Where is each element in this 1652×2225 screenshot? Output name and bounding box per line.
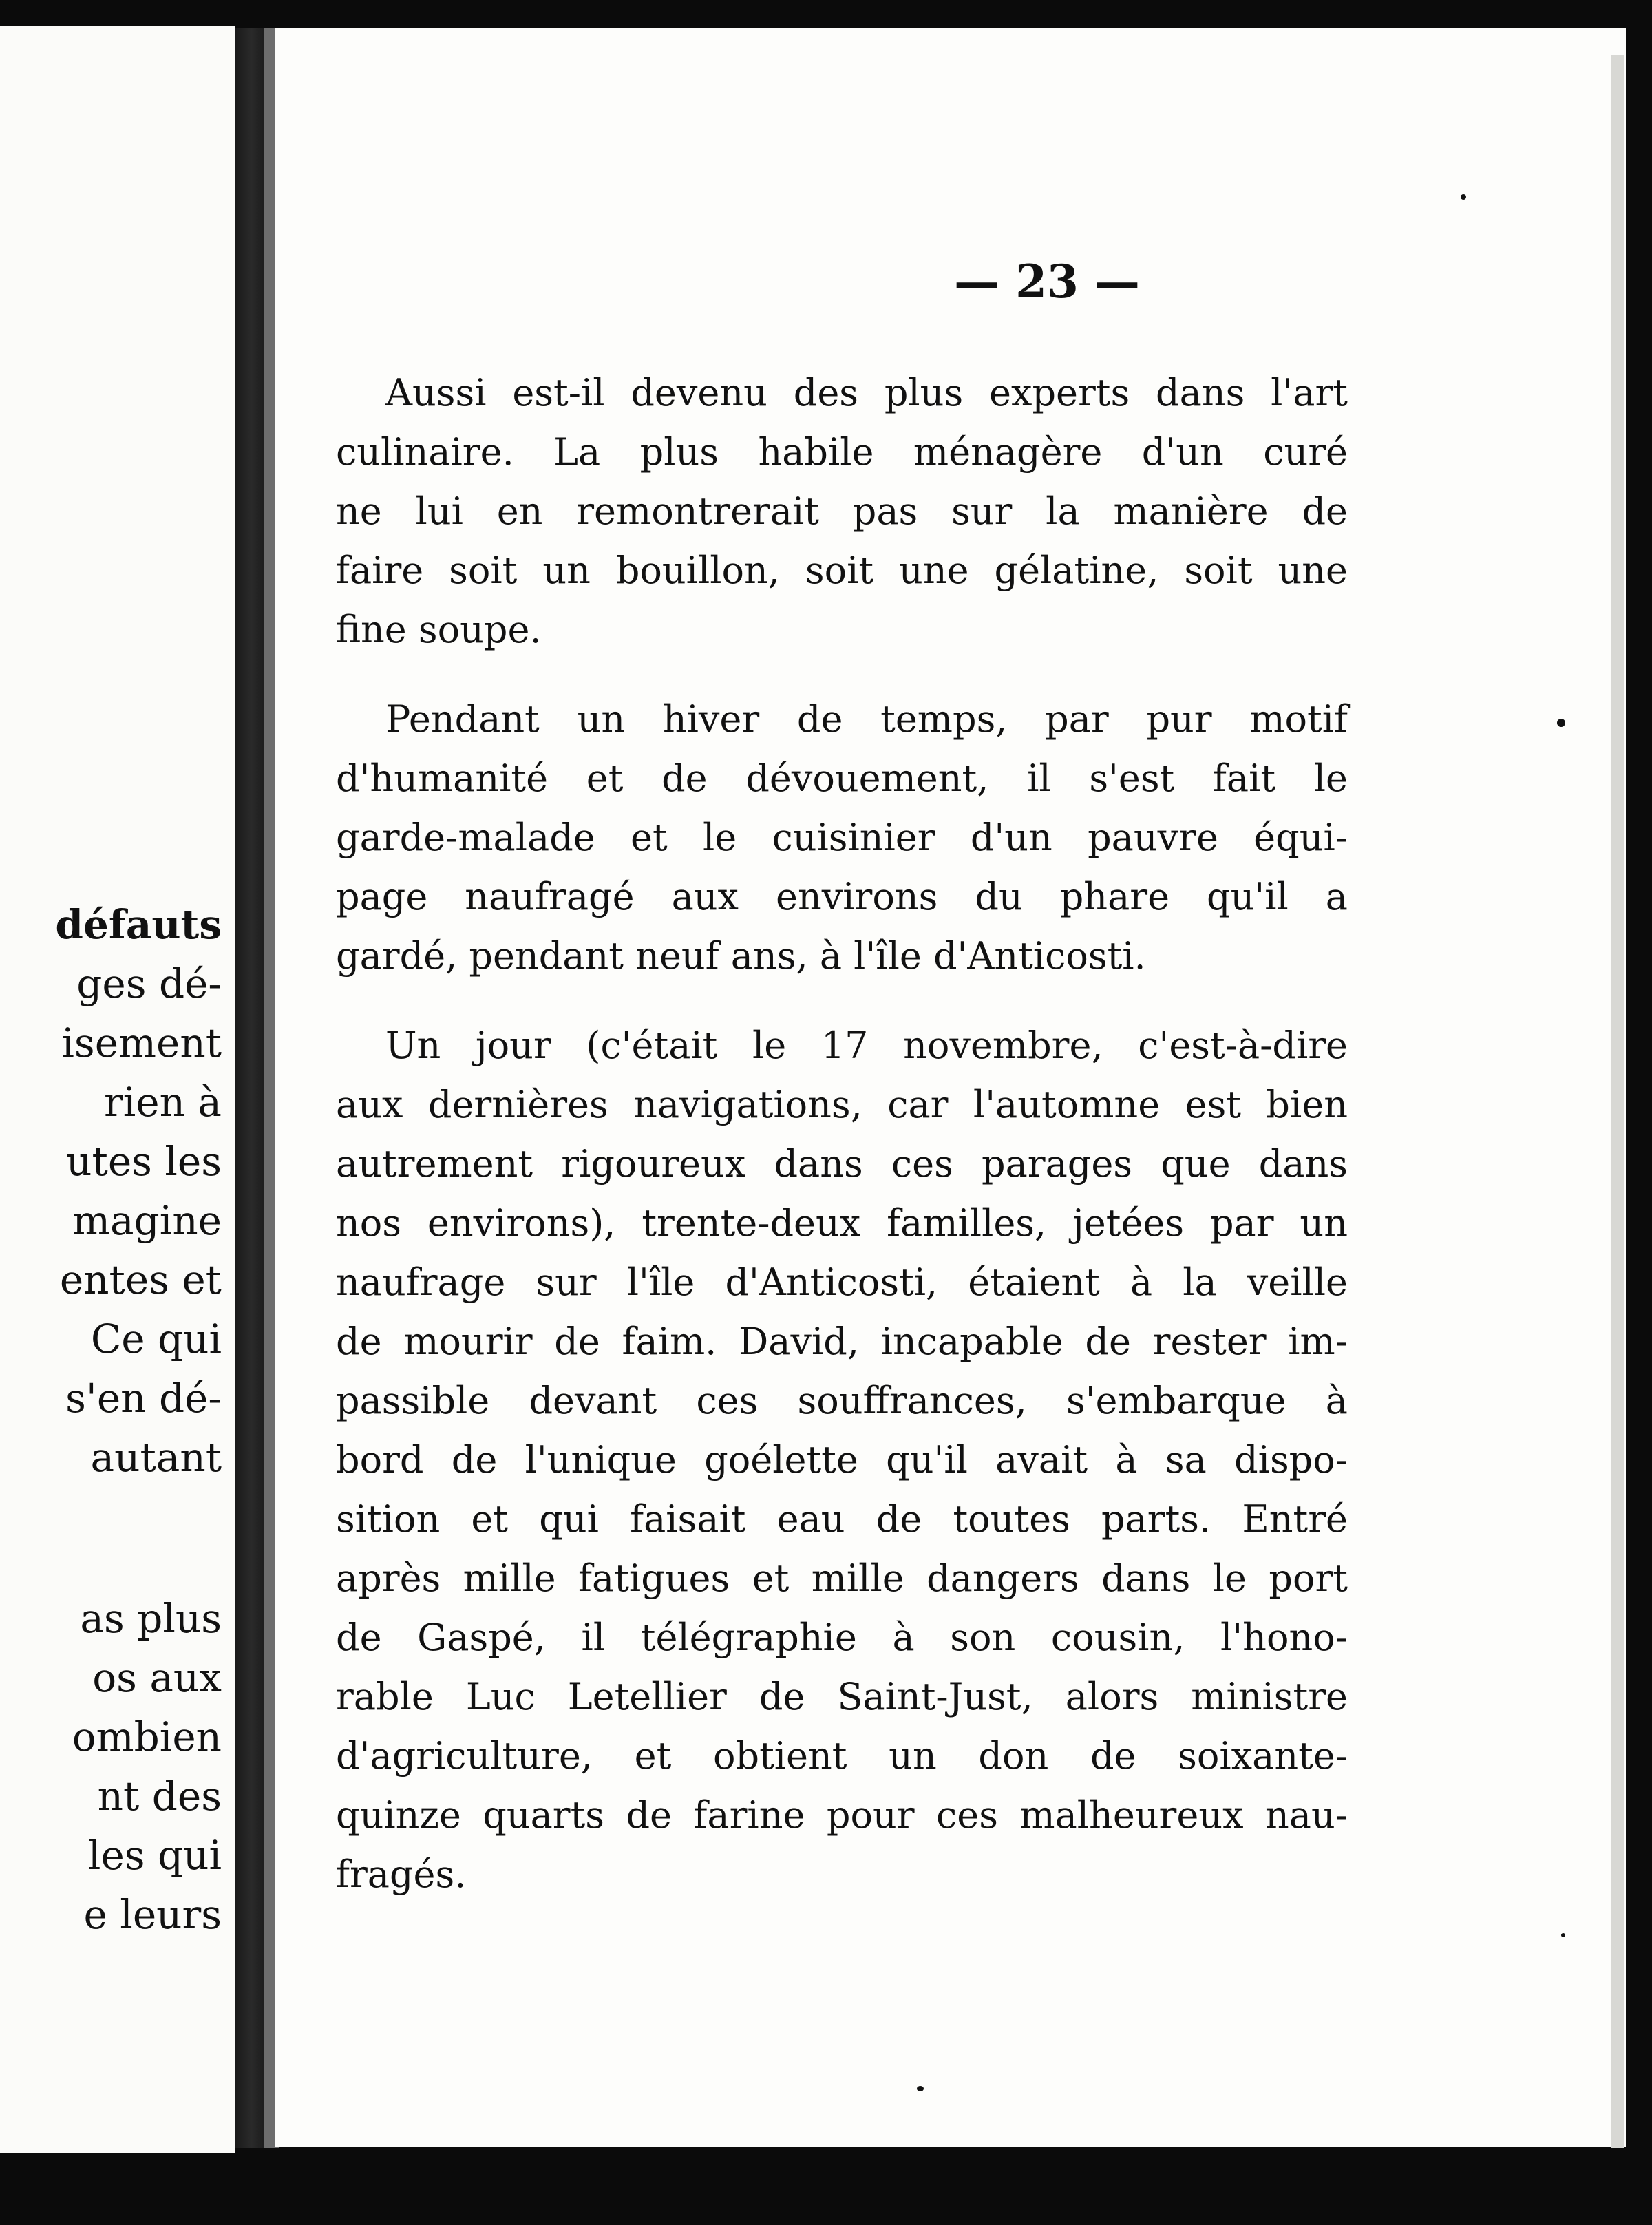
right-page [275, 28, 1626, 2147]
left-line: ombien [72, 1713, 222, 1760]
text-line: naufrage sur l'île d'Anticosti, étaient à la veille [336, 1261, 1348, 1304]
text-line: d'agriculture, et obtient un don de soixante- [336, 1734, 1348, 1778]
text-line: bord de l'unique goélette qu'il avait à sa dispo- [336, 1438, 1348, 1481]
text-line: nos environs), trente-deux familles, jetées par un [336, 1201, 1348, 1245]
left-line: autant [90, 1434, 222, 1481]
text-line: sition et qui faisait eau de toutes parts. Entré [336, 1497, 1348, 1541]
dust-speck [1557, 719, 1565, 727]
left-line: Ce qui [90, 1316, 222, 1362]
left-line: nt des [97, 1773, 222, 1820]
left-line: les qui [87, 1832, 222, 1879]
left-page [0, 26, 235, 2153]
left-line: os aux [92, 1654, 222, 1701]
left-line: utes les [66, 1138, 222, 1185]
left-line: isement [61, 1020, 222, 1066]
text-line: passible devant ces souffrances, s'embarque à [336, 1379, 1348, 1422]
dust-speck [1461, 194, 1466, 200]
text-line: fine soupe. [336, 608, 542, 651]
left-line: entes et [59, 1256, 222, 1303]
right-page-edge [1611, 55, 1624, 2148]
text-line: aux dernières navigations, car l'automne est bien [336, 1083, 1348, 1126]
text-line: fragés. [336, 1853, 467, 1896]
text-line: de mourir de faim. David, incapable de rester im- [336, 1320, 1348, 1363]
text-line: Aussi est-il devenu des plus experts dans l'art [385, 371, 1348, 414]
paragraph-3 [336, 1016, 1348, 1904]
dust-speck [917, 2086, 924, 2091]
left-line: as plus [80, 1595, 222, 1642]
text-line: Un jour (c'était le 17 novembre, c'est-à-dire [385, 1024, 1348, 1067]
text-line: page naufragé aux environs du phare qu'il a [336, 875, 1348, 918]
text-line: gardé, pendant neuf ans, à l'île d'Anticosti. [336, 934, 1146, 978]
left-line: rien à [104, 1079, 222, 1126]
text-line: après mille fatigues et mille dangers dans le port [336, 1557, 1348, 1600]
text-line: de Gaspé, il télégraphie à son cousin, l'hono- [336, 1616, 1348, 1659]
page-number: — 23 — [954, 255, 1140, 308]
text-line: d'humanité et de dévouement, il s'est fait le [336, 757, 1348, 800]
text-line: autrement rigoureux dans ces parages que dans [336, 1142, 1348, 1185]
dust-speck [1561, 1933, 1565, 1937]
text-line: faire soit un bouillon, soit une gélatine, soit une [336, 549, 1348, 592]
text-line: quinze quarts de farine pour ces malheureux nau- [336, 1793, 1348, 1837]
paragraph-2 [336, 690, 1348, 986]
left-gap [0, 1487, 222, 1589]
text-line: Pendant un hiver de temps, par pur motif [385, 697, 1348, 741]
text-line: garde-malade et le cuisinier d'un pauvre équi- [336, 816, 1348, 859]
text-line: ne lui en remontrerait pas sur la manière de [336, 489, 1348, 533]
text-line: culinaire. La plus habile ménagère d'un curé [336, 430, 1348, 474]
paragraph-1 [336, 363, 1348, 660]
body-text [336, 363, 1348, 1934]
left-line: e leurs [83, 1891, 222, 1938]
left-line: s'en dé- [65, 1375, 222, 1422]
left-line: ges dé- [76, 960, 222, 1007]
left-page-text [0, 895, 222, 1944]
left-line: magine [72, 1197, 222, 1244]
left-line: défauts [55, 901, 222, 948]
text-line: rable Luc Letellier de Saint-Just, alors ministre [336, 1675, 1348, 1718]
